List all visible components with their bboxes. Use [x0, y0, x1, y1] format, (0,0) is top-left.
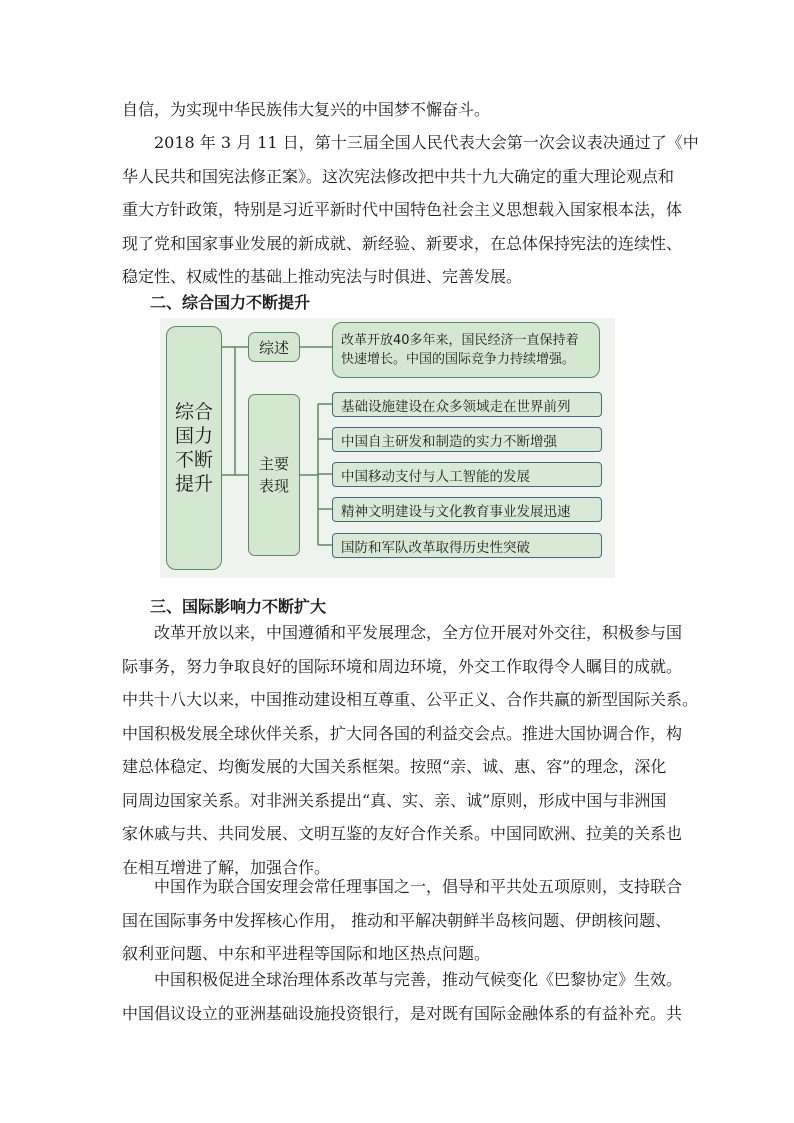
text-line: 2018 年 3 月 11 日，第十三届全国人民代表大会第一次会议表决通过了《中 — [122, 133, 699, 152]
aspect-item: 国防和军队改革取得历史性突破 — [332, 533, 602, 558]
paragraph-5 — [122, 963, 683, 1030]
aspect-item: 精神文明建设与文化教育事业发展迅速 — [332, 497, 602, 522]
text-line: 家休戚与共、共同发展、文明互鉴的友好合作关系。中国同欧洲、拉美的关系也 — [122, 824, 683, 843]
section-heading-3: 三、国际影响力不断扩大 — [150, 597, 327, 616]
main-topic-box: 综合国力不断提升 — [166, 326, 222, 570]
aspect-item: 中国移动支付与人工智能的发展 — [332, 462, 602, 487]
text-line: 改革开放以来，中国遵循和平发展理念，全方位开展对外交往，积极参与国 — [122, 623, 683, 642]
text-line: 中共十八大以来，中国推动建设相互尊重、公平正义、合作共赢的新型国际关系。 — [122, 690, 699, 709]
concept-diagram — [160, 318, 615, 578]
text-line: 稳定性、权威性的基础上推动宪法与时俱进、完善发展。 — [122, 267, 523, 286]
aspect-item: 中国自主研发和制造的实力不断增强 — [332, 427, 602, 452]
aspect-item: 基础设施建设在众多领域走在世界前列 — [332, 392, 602, 417]
text-line: 重大方针政策，特别是习近平新时代中国特色社会主义思想载入国家根本法，体 — [122, 200, 683, 219]
text-line: 同周边国家关系。对非洲关系提出“真、实、亲、诚”原则，形成中国与非洲国 — [122, 790, 667, 810]
text-line: 中国积极促进全球治理体系改革与完善，推动气候变化《巴黎协定》生效。 — [122, 970, 683, 989]
text-line: 中国倡议设立的亚洲基础设施投资银行，是对既有国际金融体系的有益补充。共 — [122, 1003, 683, 1023]
text-line: 自信，为实现中华民族伟大复兴的中国梦不懈奋斗。 — [122, 100, 491, 119]
text-line: 际事务，努力争取良好的国际环境和周边环境，外交工作取得令人瞩目的成就。 — [122, 656, 683, 676]
paragraph-4 — [122, 870, 683, 971]
section-heading-2: 二、综合国力不断提升 — [150, 293, 311, 312]
text-line: 中国积极发展全球伙伴关系，扩大同各国的利益交会点。推进大国协调合作，构 — [122, 723, 683, 743]
text-line: 国在国际事务中发挥核心作用， 推动和平解决朝鲜半岛核问题、伊朗核问题、 — [122, 910, 672, 930]
paragraph-3 — [122, 616, 699, 884]
overview-label-box: 综述 — [248, 332, 300, 362]
text-line: 在相互增进了解，加强合作。 — [122, 857, 331, 877]
text-line: 叙利亚问题、中东和平进程等国际和地区热点问题。 — [122, 944, 491, 963]
paragraph-2 — [122, 126, 699, 294]
text-line: 中国作为联合国安理会常任理事国之一，倡导和平共处五项原则，支持联合 — [122, 877, 683, 896]
overview-text-box: 改革开放40多年来，国民经济一直保持着快速增长。中国的国际竞争力持续增强。 — [332, 322, 600, 378]
text-line: 华人民共和国宪法修正案》。这次宪法修改把中共十九大确定的重大理论观点和 — [122, 166, 675, 186]
text-line: 建总体稳定、均衡发展的大国关系框架。按照“亲、诚、惠、容”的理念，深化 — [122, 757, 667, 776]
main-aspects-label-box: 主要表现 — [248, 394, 300, 556]
text-line: 现了党和国家事业发展的新成就、新经验、新要求，在总体保持宪法的连续性、 — [122, 233, 683, 253]
paragraph-1 — [122, 93, 674, 127]
